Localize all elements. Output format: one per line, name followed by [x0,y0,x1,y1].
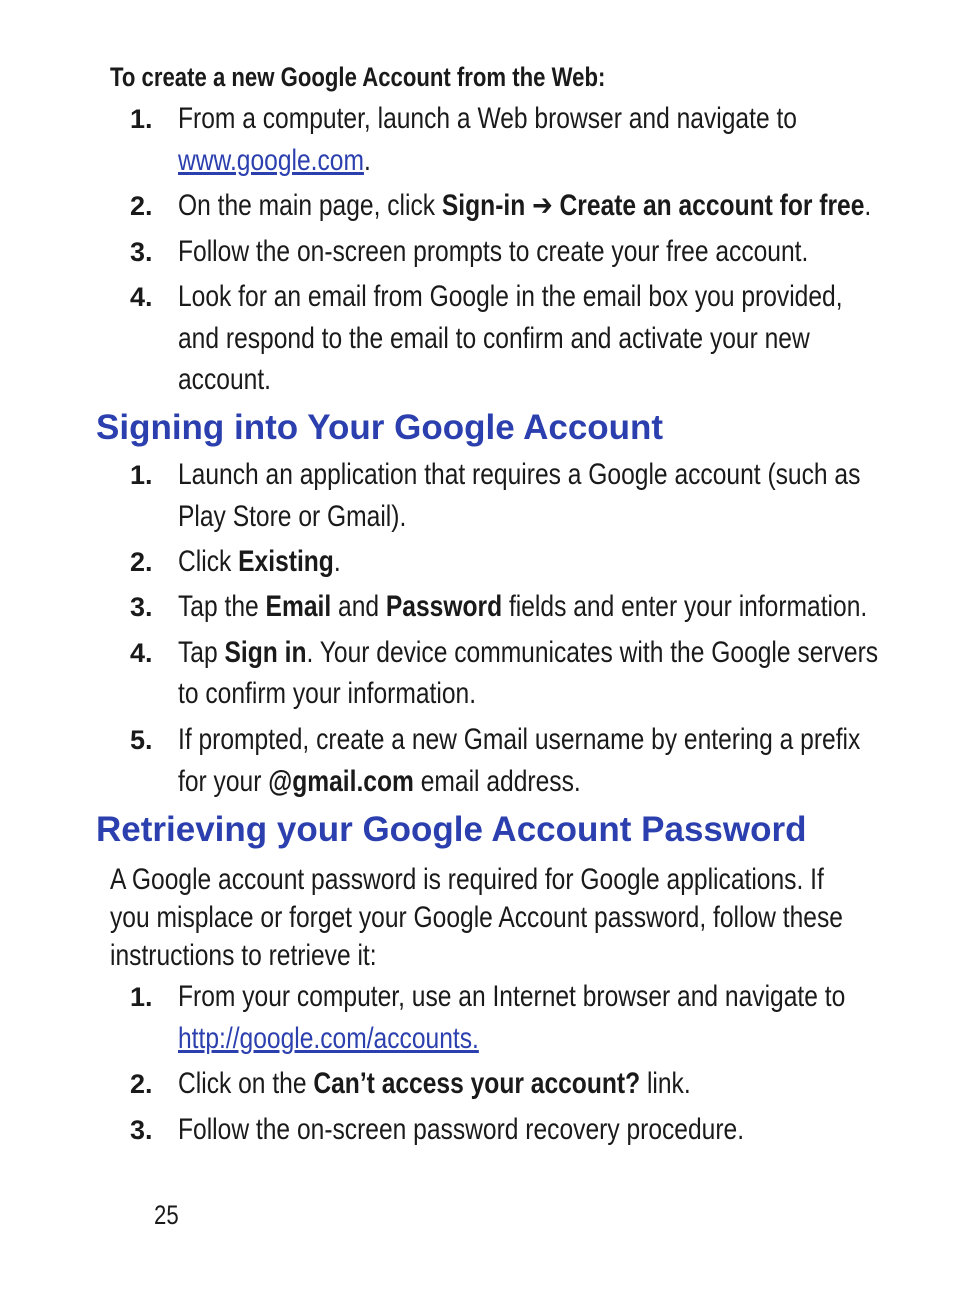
signin-step-5-suffix: email address. [413,765,581,798]
create-step-2-suffix: . [864,189,872,222]
create-step-1-number: 1. [130,104,153,134]
create-step-1-period: . [363,144,371,177]
retrieving-intro-line-3: instructions to retrieve it: [110,939,377,972]
retrieve-step-1-link-line [178,1022,479,1056]
signin-step-1-line-2: Play Store or Gmail). [178,500,407,533]
signin-step-3-prefix: Tap the [178,590,266,623]
signin-step-3-suffix: fields and enter your information. [502,590,868,623]
retrieving-title: Retrieving your Google Account Password [96,810,807,849]
retrieve-step-2-number: 2. [130,1069,153,1099]
signin-step-5-line-1: If prompted, create a new Gmail username by entering a prefix [178,723,861,756]
signin-step-2-suffix: . [333,545,341,578]
retrieve-step-3-text: Follow the on-screen password recovery procedure. [178,1113,745,1146]
signing-in-title: Signing into Your Google Account [96,408,664,447]
signin-step-4-number: 4. [130,638,153,668]
sign-in-label: Sign-in [441,189,526,222]
gmail-domain-label: @gmail.com [268,765,414,798]
signin-step-3-text [178,590,867,624]
create-step-4-line-3: account. [178,363,272,396]
cant-access-label: Can’t access your account? [313,1067,641,1100]
create-step-2-number: 2. [130,191,153,221]
create-step-4-line-2: and respond to the email to confirm and activate your new [178,322,810,355]
sign-in-button-label: Sign in [224,636,307,669]
signin-step-2-prefix: Click [178,545,239,578]
retrieving-intro-line-2: you misplace or forget your Google Account password, follow these [110,901,843,934]
signin-step-2-text [178,545,341,579]
signin-step-4-line-2: to confirm your information. [178,677,477,710]
signin-step-5-line-2 [178,765,581,799]
signin-step-5-prefix: for your [178,765,269,798]
password-label: Password [385,590,503,623]
create-step-2-text [178,189,871,223]
arrow-right-icon: ➔ [525,189,560,222]
create-step-4-number: 4. [130,282,153,312]
retrieve-step-1-number: 1. [130,982,153,1012]
create-step-3-text: Follow the on-screen prompts to create your free account. [178,235,809,268]
accounts-link[interactable]: http://google.com/accounts. [178,1022,479,1055]
signin-step-4-line-1 [178,636,878,670]
create-step-4-line-1: Look for an email from Google in the email box you provided, [178,280,843,313]
create-step-1-link-line [178,144,371,178]
signin-step-1-line-1: Launch an application that requires a Google account (such as [178,458,861,491]
page-number: 25 [154,1200,179,1230]
retrieve-step-2-suffix: link. [640,1067,691,1100]
create-step-3-number: 3. [130,237,153,267]
signin-step-5-number: 5. [130,725,153,755]
signin-step-4-suffix: . Your device communicates with the Google servers [306,636,879,669]
signin-step-4-prefix: Tap [178,636,225,669]
email-label: Email [265,590,332,623]
create-step-2-prefix: On the main page, click [178,189,442,222]
retrieve-step-2-text [178,1067,691,1101]
retrieve-step-3-number: 3. [130,1115,153,1145]
signin-step-2-number: 2. [130,547,153,577]
signin-step-1-number: 1. [130,460,153,490]
google-link[interactable]: www.google.com [178,144,364,177]
signin-step-3-number: 3. [130,592,153,622]
retrieving-intro-line-1: A Google account password is required for Google applications. If [110,863,824,896]
retrieve-step-2-prefix: Click on the [178,1067,314,1100]
signin-step-3-middle: and [331,590,386,623]
retrieve-step-1-text: From your computer, use an Internet browser and navigate to [178,980,846,1013]
create-account-heading: To create a new Google Account from the Web: [110,62,606,92]
create-account-label: Create an account for free [559,189,865,222]
existing-label: Existing [238,545,334,578]
create-step-1-text: From a computer, launch a Web browser and navigate to [178,102,797,135]
